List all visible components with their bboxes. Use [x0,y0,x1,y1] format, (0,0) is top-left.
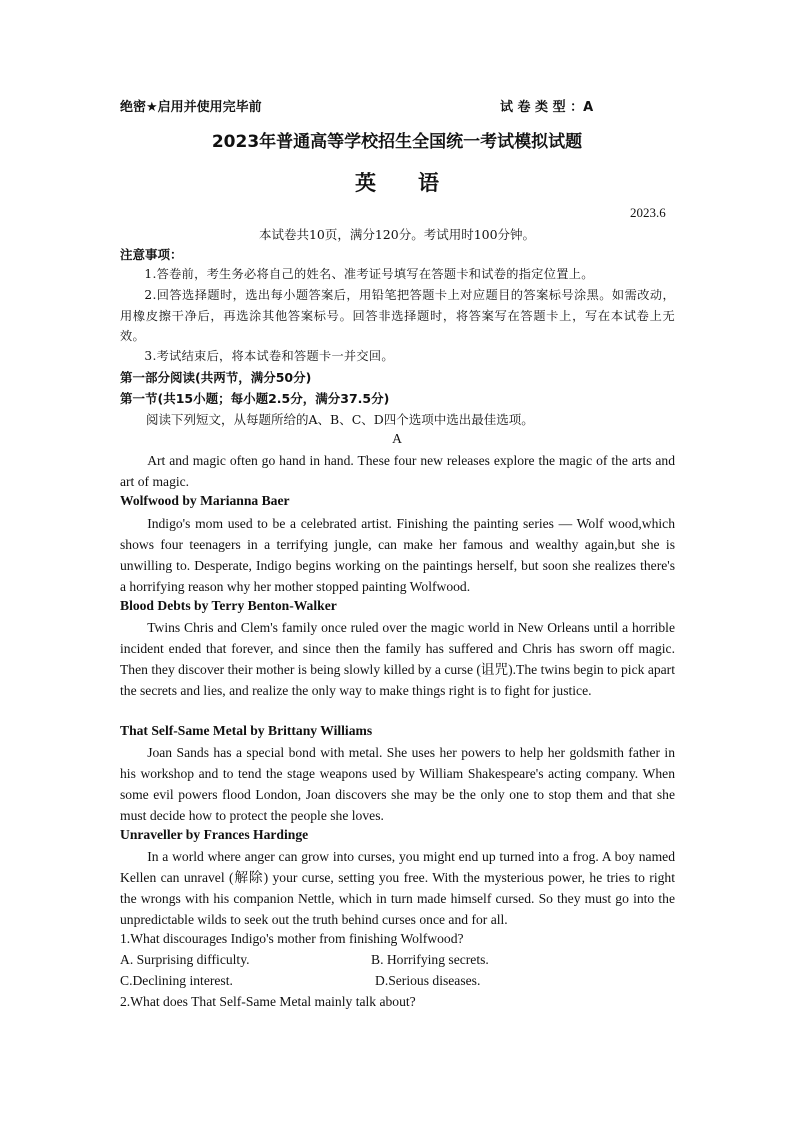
book-text-self-same-metal: Joan Sands has a special bond with metal. She uses her powers to help her goldsmith father in his workshop and to tend the stage weapons used by William Shakespeare's acting company. When some evil powers flood London, Joan discovers she may be the only one to stop them and that she must decide how to protect the people she loves. [120,745,675,823]
exam-title: 2023年普通高等学校招生全国统一考试模拟试题 [211,132,583,152]
note-item-3: 3.考试结束后，将本试卷和答题卡一并交回。 [144,349,394,363]
question-2-stem: 2.What does That Self-Same Metal mainly talk about? [120,994,416,1009]
passage-label: A [392,431,402,446]
note-item-1: 1.答卷前，考生务必将自己的姓名、准考证号填写在答题卡和试卷的指定位置上。 [144,267,594,281]
book-text-unraveller: In a world where anger can grow into curses, you might end up turned into a frog. A boy named Kellen can unravel (解除) your curse, setting you free. With the mysterious power, he tries to right the wrongs with his companion Nettle, which in turn made himself cursed. So they must go into the unpredictable wilds to seek out the truth behind curses once and for all. [120,849,675,927]
subject-title: 英 语 [355,171,439,195]
note-item-2: 2.回答选择题时，选出每小题答案后，用铅笔把答题卡上对应题目的答案标号涂黑。如需改动，用橡皮擦干净后，再选涂其他答案标号。回答非选择题时，将答案写在答题卡上，写在本试卷上无效。 [120,288,675,343]
book-text-wolfwood: Indigo's mom used to be a celebrated artist. Finishing the painting series — Wolf wood,which shows four teenagers in a terrifying jungle, can make her famous and wealthy again,but she is unwilling to. Desperate, Indigo begins working on the paintings herself, but soon she realizes there's a horrifying reason why her mother stopped painting Wolfwood. [120,516,675,594]
section1-instruction: 阅读下列短文，从每题所给的A、B、C、D四个选项中选出最佳选项。 [146,412,534,427]
passage-intro: Art and magic often go hand in hand. These four new releases explore the magic of the arts and art of magic. [120,453,675,489]
question-1-option-d: D.Serious diseases. [375,973,481,988]
book-text-blood-debts: Twins Chris and Clem's family once ruled over the magic world in New Orleans until a horrible incident ended that forever, and since then the family has suffered and Chris has sworn off magic. Then they discover their mother is being slowly killed by a curse (诅咒).The twins begin to pick apart the secrets and lies, and realize the only way to make things right is to fight for justice. [120,620,675,698]
exam-info: 本试卷共10页，满分120分。考试用时100分钟。 [258,227,536,242]
exam-date: 2023.6 [630,205,666,220]
book-title-unraveller: Unraveller by Frances Hardinge [120,827,309,842]
book-title-self-same-metal: That Self-Same Metal by Brittany Williams [120,723,373,738]
book-title-blood-debts: Blood Debts by Terry Benton-Walker [120,598,337,613]
paper-type-label: 试 卷 类 型 ：A [500,100,594,115]
section1-title: 第一节(共15小题；每小题2.5分，满分37.5分) [120,391,390,406]
question-1-option-b: B. Horrifying secrets. [371,952,489,967]
question-1-option-c: C.Declining interest. [120,973,233,988]
notes-title: 注意事项： [120,247,183,262]
book-title-wolfwood: Wolfwood by Marianna Baer [120,493,290,508]
question-1-option-a: A. Surprising difficulty. [120,952,250,967]
confidential-label: 绝密★启用并使用完毕前 [120,100,262,115]
part1-title: 第一部分阅读(共两节，满分50分) [120,370,312,385]
question-1-stem: 1.What discourages Indigo's mother from finishing Wolfwood? [120,931,464,946]
